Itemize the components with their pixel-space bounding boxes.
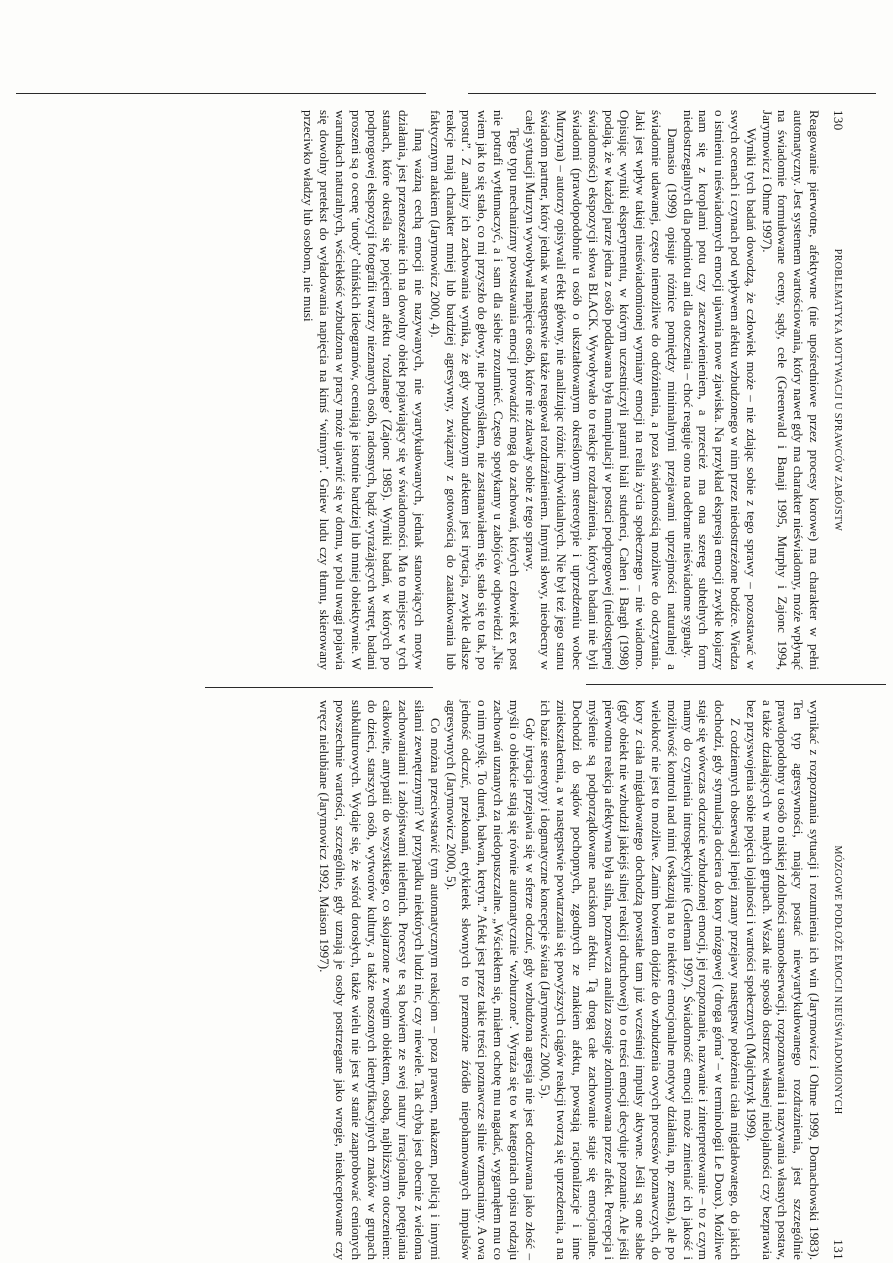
- paragraph: Inną ważną cechą emocji nie nazywanych, nie wyartykułowanych, jednak stanowiących motyw działania, jest przenoszenie ich na dowolny obiekt pojawiający się w świadomości. Ma to miejsce w tych stanach, które określa się pojęciem afektu ‘rozlanego’ (Zajonc 1985). Wyniki badań, w których po podprogowej ekspozycji fotografii twarzy nieznanych osób, radosnych, bądź wyrażających wstręt, badani proszeni są o ocenę ‘urody’ chińskich ideogramów, oceniają je istotnie bardziej lub mniej obiektywnie. W warunkach naturalnych, wściekłość wzbudzona w pracy może ujawnić się w domu, w polu uwagi pojawia się dowolny pretekst do wyładowania napięcia na kimś ‘winnym’. Gniew ludu czy tłumu, skierowany przeciwko władzy lub osobom, nie musi: [301, 110, 428, 670]
- middle-rule-right: [586, 684, 886, 685]
- middle-rule-left: [205, 687, 433, 688]
- running-head-title: MÓZGOWE PODŁOŻE EMOCJI NIEUŚWIADOMIONYCH: [832, 845, 843, 1115]
- running-head: [822, 110, 846, 670]
- paragraph: Gdy irytacja przejawia się w sferze odczuć, gdy wzbudzona agresja nie jest odczuwana jako złość – myśli o obiekcie stają się równie automatycznie ‘wzburzone’. Wyraża się to w kategoriach opisu rodzaju zachowań uznanych za niedopuszczalne. „Wściekłem się, miałem ochotę mu nagadać, wygarnąłem mu co o nim myślę. To dureń, bałwan, kretyn.” Afekt jest przez takie treści poznawcze silnie wzmacniany. A owa jedność odczuć, przekonań, etykietek słownych to przemożne źródło niepohamowanych impulsów agresywnych (Jarymowicz 2000, 5).: [443, 700, 538, 1260]
- body-text: [301, 110, 822, 670]
- right-page: [101, 700, 846, 1260]
- running-head: [822, 700, 846, 1260]
- left-page: [101, 110, 846, 670]
- top-rule-right: [468, 93, 876, 94]
- paragraph: Reagowanie pierwotne, afektywne (nie upośredniowe przez procesy korowe) ma charakter w pełni automatyczny. Jest systemem wartościowania, który nawet gdy ma charakter nieświadomy, może wpłynąć na świadomie formułowane oceny, sądy, cele (Greenwald i Banaji 1995, Murphy i Zajonc 1994, Jarymowicz i Ohme 1997).: [759, 110, 822, 670]
- page-number: 130: [831, 110, 846, 131]
- paragraph: Tego typu mechanizmy powstawania emocji prowadzić mogą do zachowań, których człowiek ex post nie potrafi wytłumaczyć, a i sam dla siebie zrozumieć. Często spotykamy u zabójców odpowiedzi „Nie wiem jak to się stało, co mi przyszło do głowy, nie pomyślałem, nie zastanawiałem się, stało się to tak, po prostu”. Z analizy ich zachowania wynika, że gdy wzbudzonym afektem jest irytacja, zwykle dalsze reakcje mają charakter mniej lub bardziej agresywny, związany z gotowością do zaatakowania lub faktycznym atakiem (Jarymowicz 2000, 4).: [427, 110, 522, 670]
- paragraph: Damasio (1999) opisuje różnice pomiędzy minimalnymi przejawami uprzejmości naturalnej a świadomie udawanej, często niemożliwe do odróżnienia, a poza świadomością możliwe do odczytania. Jaki jest wpływ takiej nieuświadomionej wymiany emocji na realia życia społecznego – nie wiadomo. Opisując wyniki eksperymentu, w którym uczestniczyli parami biali studenci, Cahen i Bargh (1998) podają, że w każdej parze jedna z osób poddawana była manipulacji w postaci podprogowej (niedostępnej świadomości) ekspozycji słowa BLACK. Wywoływało to reakcje rozdrażnienia, których badani nie byli świadomi (prawdopodobnie u osób o ukształtowanym określonym stereotypie i uprzedzeniu wobec Murzyna) – autorzy opisywali efekt główny, nie analizując różnic indywidualnych. Nie był też jego stanu świadom partner, który jednak w następstwie także reagował rozdrażnieniem. Innymi słowy, nieobecny w całej sytuacji Murzyn wywoływał napięcie osób, które nie zdawały sobie z tego sprawy.: [522, 110, 680, 670]
- paragraph: Wyniki tych badań dowodzą, że człowiek może – nie zdając sobie z tego sprawy – pozostawać w swych ocenach i czynach pod wpływem afektu wzbudzonego w nim przez niedostrzeżone bodźce. Wiedza o istnieniu nieświadomych emocji ujawnia nowe zjawiska. Na przykład ekspresja emocji zwykle kojarzy nam się z kroplami potu czy zaczerwienieniem, a przecież ma ona szereg subtelnych form niedostrzegalnych dla podmiotu ani dla otoczenia – choć reaguje ono na odebrane nieświadome sygnały.: [680, 110, 759, 670]
- running-head-title: PROBLEMATYKA MOTYWACJI U SPRAWCÓW ZABÓJSTW: [832, 248, 843, 532]
- paragraph: Z codziennych obserwacji lepiej znany przejawy następstw położenia ciała migdałowatego, do jakich dochodzi, gdy stymulacja dociera do kory mózgowej (‘droga górna’ – w terminologii Le Doux). Możliwe staje się wówczas odczucie wzbudzonej emocji, jej rozpoznanie, nazwanie i zinterpretowanie – to z czym mamy do czynienia introspekcyjnie (Goleman 1997). Świadomość emocji może zmieniać ich jakość i możliwość kontroli nad nimi (wskazują na to niektóre emocjonalne motywy działania, np. zemsta), ale po wielokroć nie jest to możliwe. Zanim bowiem dojdzie do wzbudzenia owych procesów poznawczych, do kory z ciała migdałowatego dochodzą powstałe tam już wcześniej impulsy aktywne. Jeśli są one słabe (gdy obiekt nie wzbudził jakiejś silnej reakcji odruchowej) to o treści emocji decyduje poznanie. Ale jeśli pierwotna reakcja afektywna była silna, poznawcza analiza zostaje zdominowana przez afekt. Percepcja i myślenie są podporządkowane naciskom afektu. Tą drogą całe zachowanie staje się emocjonalne. Dochodzi do sądów pochopnych, zgodnych ze znakiem afektu, powstają racjonalizacje i inne zniekształcenia, a w następstwie powtarzania się powyższych ciągów reakcji tworzą się uprzedzenia, a na ich bazie stereotypy i dogmatyczne koncepcje świata (Jarymowicz 2000, 5).: [538, 700, 744, 1260]
- page-number: 131: [831, 1239, 846, 1260]
- paragraph: wynikać z rozpoznania sytuacji i rozumienia ich win (Jarymowicz i Ohme 1999, Domachowski 1983). Ten typ agresywności, mający postać niewyartykułowanego rozdrażnienia, jest szczególnie prawdopodobny u osób o niskiej zdolności samoobserwacji, rozpoznawania i nazywania własnych postaw, a także działających w małych grupach. Wszak nie sposób dostrzec własnej nielojalności czy bezprawia bez przyswojenia sobie pojęcia lojalności i wartości społecznych (Majchrzyk 1999).: [743, 700, 822, 1260]
- body-text: [317, 700, 823, 1260]
- paragraph: Co można przeciwstawić tym automatycznym reakcjom – poza prawem, nakazem, policją i innymi siłami zewnętrznymi? W przypadku niektórych ludzi nic, czy niewiele. Tak chyba jest obecnie z wieloma zachowaniami i zabójstwami nieletnich. Procesy te są bowiem ze swej natury irracjonalne, potępiania całkowite, antypatii do wszystkiego, co skojarzone z wrogim obiektem, osobą, najbliższym otoczeniem: do dzieci, starszych osób, wytworów kultury, a także noszonych identyfikacyjnych znaków w grupach subkulturowych. Wydaje się, że wśród dorosłych, także wielu nie jest w stanie zaaprobować cenionych powszechnie wartości, szczególnie, gdy uznają je osoby postrzegane jako wrogie, nieakceptowane czy wręcz nielubiane (Jarymowicz 1992, Maison 1997).: [317, 700, 443, 1260]
- top-rule-left: [16, 93, 426, 94]
